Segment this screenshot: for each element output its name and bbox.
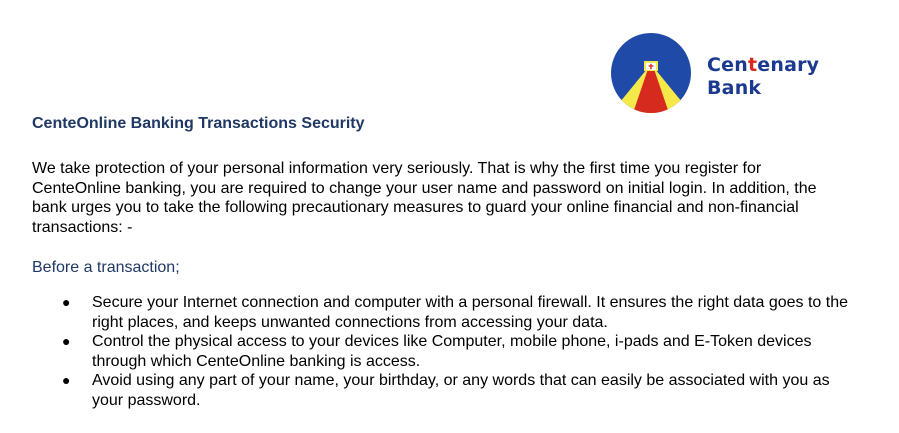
precaution-list (0, 293, 860, 410)
list-item: ● Secure your Internet connection and computer with a personal firewall. It ensures the right data goes to the right places, and keeps unwanted connections from accessing your data. (62, 294, 848, 331)
bullet-icon: ● (62, 333, 71, 349)
page-title: CenteOnline Banking Transactions Security (32, 115, 365, 132)
bullet-icon: ● (62, 294, 71, 310)
intro-paragraph: We take protection of your personal information very seriously. That is why the first time you register for CenteOnline banking, you are required to change your user name and password on initial login. In addition, the bank urges you to take the following precautionary measures to guard your online financial and non-financial transactions: - (32, 160, 817, 236)
bullet-icon: ● (62, 372, 71, 388)
list-item: ● Avoid using any part of your name, your birthday, or any words that can easily be associated with you as your password. (62, 372, 830, 409)
list-item: ● Control the physical access to your devices like Computer, mobile phone, i-pads and E-Token devices through which CenteOnline banking is access. (62, 333, 812, 370)
section-subheading: Before a transaction; (32, 259, 180, 276)
bank-emblem-icon (611, 33, 691, 113)
bank-wordmark: Centenary Bank (707, 54, 820, 99)
centenary-bank-logo (611, 33, 821, 113)
